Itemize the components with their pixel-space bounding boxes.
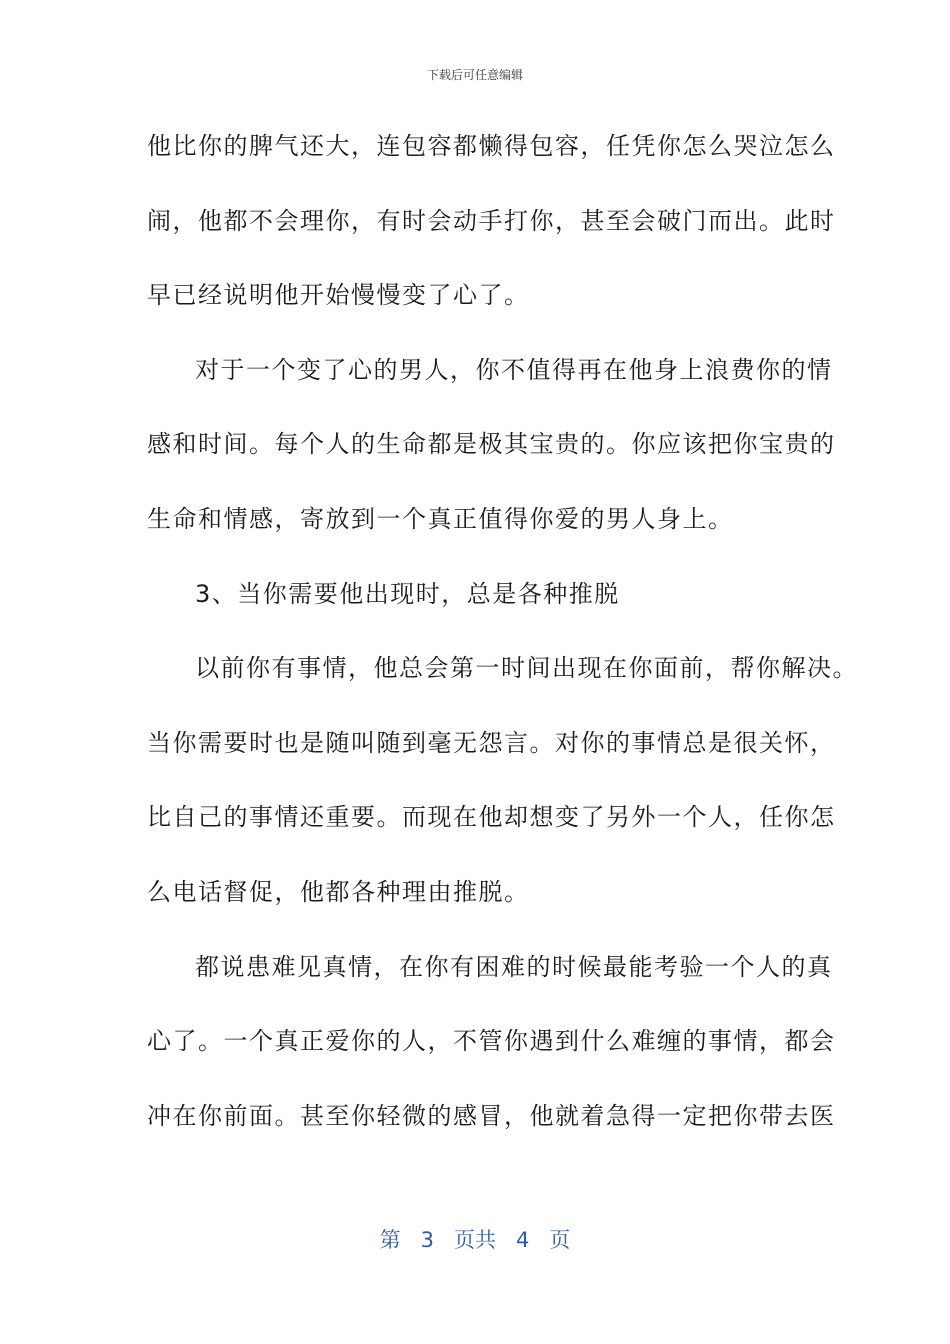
text-line: 比自己的事情还重要。而现在他却想变了另外一个人，任你怎 — [147, 803, 836, 832]
page-label-prefix: 第 — [379, 1228, 401, 1252]
text-line: 当你需要时也是随叫随到毫无怨言。对你的事情总是很关怀， — [147, 728, 836, 757]
text-line: 以前你有事情，他总会第一时间出现在你面前，帮你解决。 — [195, 654, 858, 683]
total-pages-number: 4 — [516, 1228, 530, 1252]
section-heading: 3、当你需要他出现时，总是各种推脱 — [195, 579, 620, 608]
text-line: 早已经说明他开始慢慢变了心了。 — [147, 281, 530, 310]
text-line: 冲在你前面。甚至你轻微的感冒，他就着急得一定把你带去医 — [147, 1101, 836, 1130]
page-label-suffix: 页 — [549, 1228, 571, 1252]
current-page-number: 3 — [420, 1228, 434, 1252]
text-line: 对于一个变了心的男人，你不值得再在他身上浪费你的情 — [195, 355, 833, 384]
text-line: 他比你的脾气还大，连包容都懒得包容，任凭你怎么哭泣怎么 — [147, 132, 836, 160]
document-body — [147, 124, 858, 1168]
text-line: 生命和情感，寄放到一个真正值得你爱的男人身上。 — [147, 504, 734, 533]
text-line: 都说患难见真情，在你有困难的时候最能考验一个人的真 — [195, 952, 833, 981]
page-header: 下载后可任意编辑 — [426, 68, 523, 82]
text-line: 心了。一个真正爱你的人，不管你遇到什么难缠的事情，都会 — [147, 1027, 836, 1056]
text-line: 么电话督促，他都各种理由推脱。 — [147, 877, 530, 906]
text-line: 闹，他都不会理你，有时会动手打你，甚至会破门而出。此时 — [147, 206, 836, 235]
page-label-middle: 页共 — [454, 1228, 496, 1252]
page-footer — [0, 1224, 950, 1254]
text-line: 感和时间。每个人的生命都是极其宝贵的。你应该把你宝贵的 — [147, 430, 836, 459]
